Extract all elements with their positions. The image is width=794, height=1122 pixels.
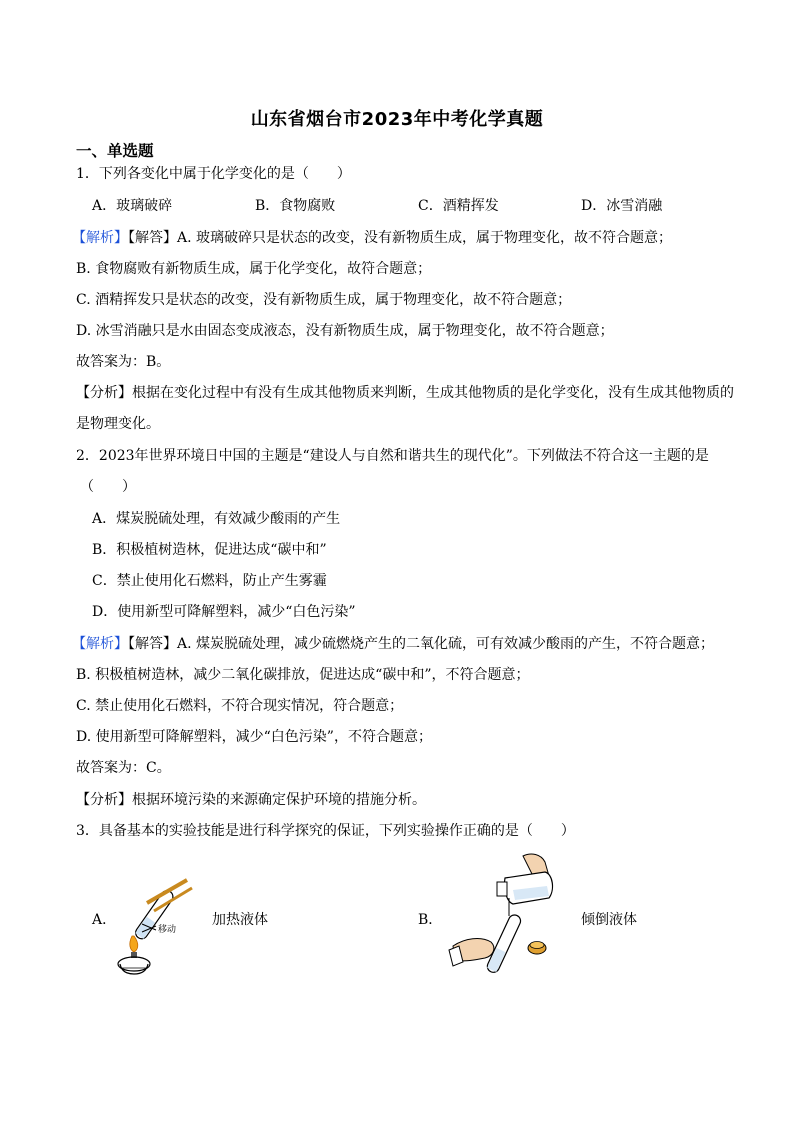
q2-option-d: D．使用新型可降解塑料，减少“白色污染”: [92, 604, 356, 620]
q3-option-a-letter: A．: [92, 912, 117, 928]
q1-option-d: D．冰雪消融: [581, 198, 663, 214]
q1-analysis: 【分析】根据在变化过程中有没有生成其他物质来判断，生成其他物质的是化学变化，没有生成其他物质的是物理变化。: [76, 385, 734, 432]
q1-stem: 1．下列各变化中属于化学变化的是（ ）: [76, 166, 351, 182]
q1-option-c: C．酒精挥发: [418, 198, 499, 214]
pouring-liquid-illustration: [445, 850, 565, 990]
q2-solution-line: D. 使用新型可降解塑料，减少“白色污染”，不符合题意；: [76, 729, 432, 745]
q1-solution-line: B. 食物腐败有新物质生成，属于化学变化，故符合题意；: [76, 261, 432, 277]
q1-answer: 故答案为：B。: [76, 354, 171, 370]
q1-solution-first-line: [72, 228, 672, 248]
q2-option-c: C．禁止使用化石燃料，防止产生雾霾: [92, 573, 327, 589]
q1-option-b: B．食物腐败: [255, 198, 336, 214]
q1-option-a: A．玻璃破碎: [92, 198, 173, 214]
q2-solution-line: C. 禁止使用化石燃料，不符合现实情况，符合题意；: [76, 698, 404, 714]
q2-solution-line: B. 积极植树造林，减少二氧化碳排放，促进达成“碳中和”，不符合题意；: [76, 667, 530, 683]
q3-stem: 3．具备基本的实验技能是进行科学探究的保证，下列实验操作正确的是（ ）: [76, 823, 575, 839]
q2-stem: 2．2023年世界环境日中国的主题是“建设人与自然和谐共生的现代化”。下列做法不符合这一主题的是: [76, 448, 709, 464]
q1-jiexi-text: 【解答】A. 玻璃破碎只是状态的改变，没有新物质生成，属于物理变化，故不符合题意；: [128, 230, 673, 246]
q1-solution-line: D. 冰雪消融只是水由固态变成液态，没有新物质生成，属于物理变化，故不符合题意；: [76, 323, 614, 339]
page-title: 山东省烟台市2023年中考化学真题: [250, 109, 544, 130]
q1-jiexi-tag: 【解析】: [72, 230, 128, 246]
heating-liquid-illustration: [112, 878, 197, 978]
q2-solution-first-line: [72, 634, 714, 654]
q3-option-a-label: 加热液体: [212, 912, 268, 928]
section-heading: 一、单选题: [76, 142, 154, 160]
q2-jiexi-text: 【解答】A. 煤炭脱硫处理，减少硫燃烧产生的二氧化硫，可有效减少酸雨的产生，不符合题意；: [128, 636, 715, 652]
q2-blank: （ ）: [80, 479, 136, 495]
move-label: 移动: [158, 925, 177, 935]
q2-analysis: 【分析】根据环境污染的来源确定保护环境的措施分析。: [76, 792, 426, 808]
q2-option-b: B．积极植树造林，促进达成“碳中和”: [92, 542, 327, 558]
q3-option-b-letter: B．: [418, 912, 443, 928]
q1-solution-line: C. 酒精挥发只是状态的改变，没有新物质生成，属于物理变化，故不符合题意；: [76, 292, 572, 308]
q2-option-a: A．煤炭脱硫处理，有效减少酸雨的产生: [92, 511, 341, 527]
q2-answer: 故答案为：C。: [76, 760, 171, 776]
q2-jiexi-tag: 【解析】: [72, 636, 128, 652]
q3-option-b-label: 倾倒液体: [581, 912, 637, 928]
